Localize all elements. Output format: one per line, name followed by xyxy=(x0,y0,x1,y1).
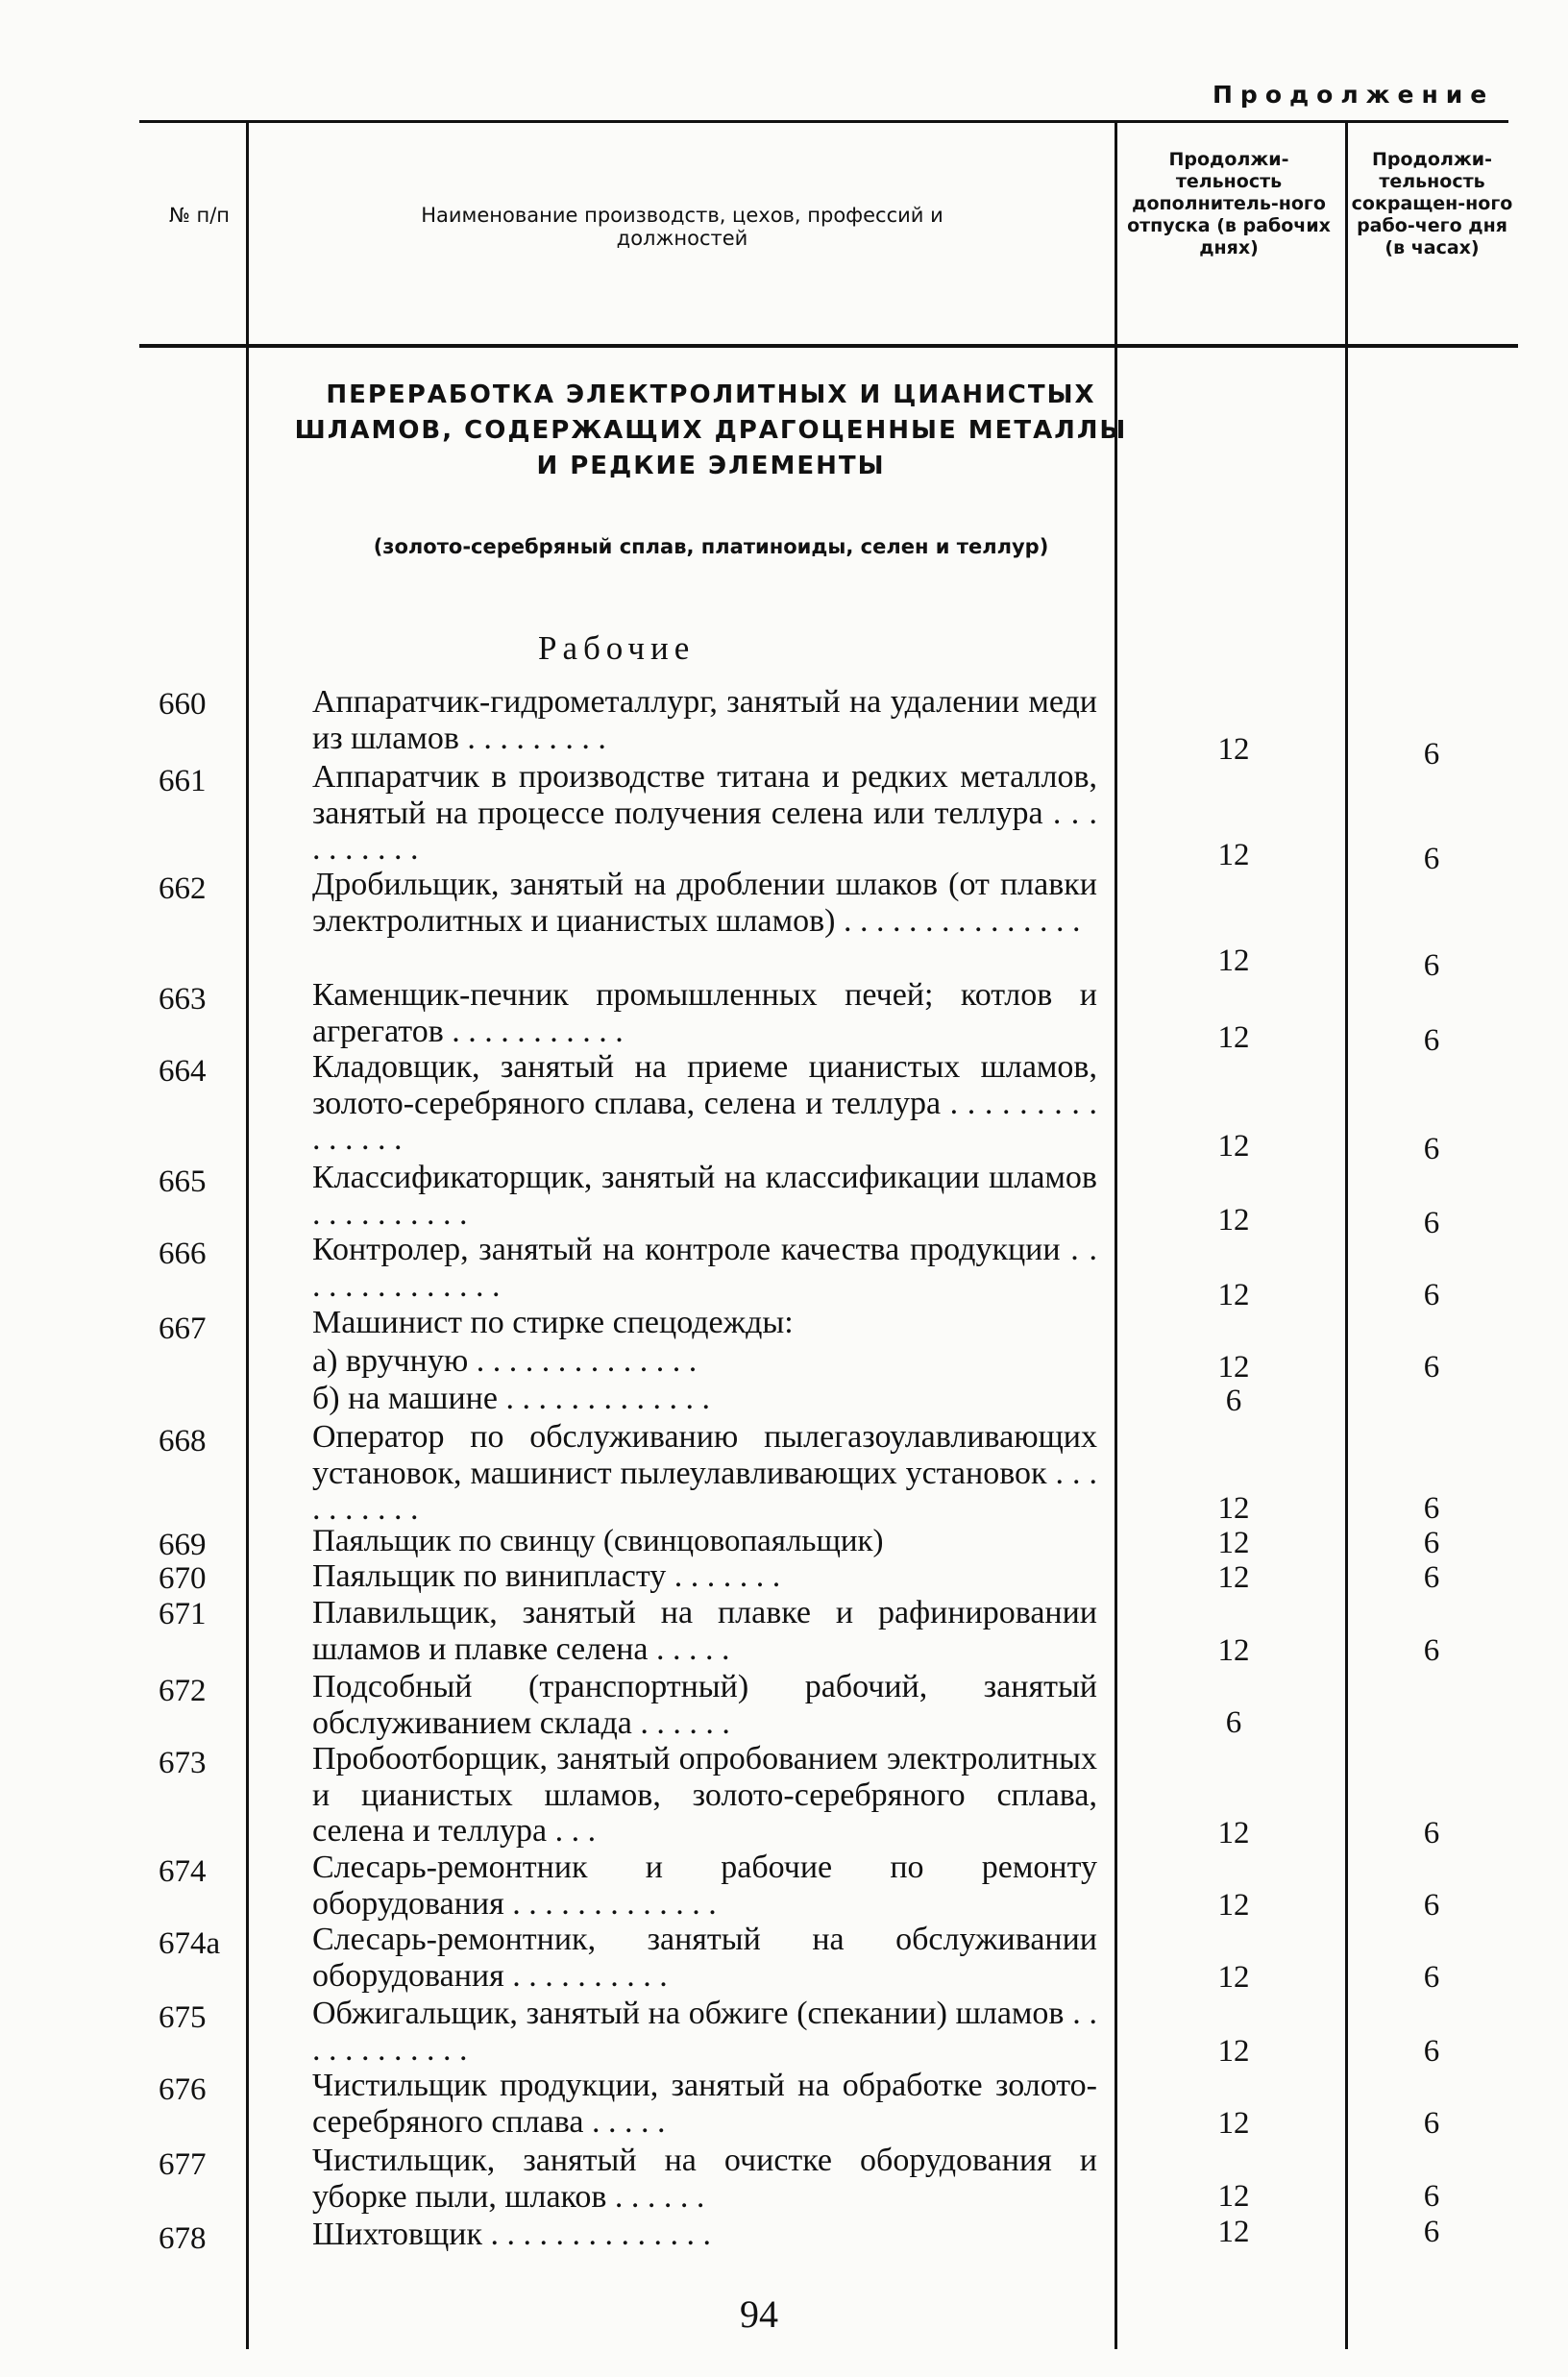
row-hours: 6 xyxy=(1423,2106,1440,2141)
row-days: 12 xyxy=(1217,2179,1250,2214)
section-subtitle: (золото-серебряный сплав, платиноиды, селен и теллур) xyxy=(373,535,1049,558)
row-num: 670 xyxy=(159,1561,207,1596)
row-num: 672 xyxy=(159,1674,207,1708)
row-hours: 6 xyxy=(1423,2179,1440,2214)
row-text: Слесарь-ремонтник и рабочие по ремонту оборудования . . . . . . . . . . . . . xyxy=(312,1850,1097,1922)
header-bottom-rule xyxy=(139,344,1518,348)
row-days: 12 xyxy=(1217,1020,1250,1055)
row-days: 12 xyxy=(1217,1491,1250,1526)
row-num: 661 xyxy=(159,764,207,798)
row-text: Плавильщик, занятый на плавке и рафинировании шламов и плавке селена . . . . . xyxy=(312,1595,1097,1667)
row-text: а) вручную . . . . . . . . . . . . . . xyxy=(312,1343,698,1379)
row-text: Машинист по стирке спецодежды: xyxy=(312,1305,794,1340)
row-text: Оператор по обслуживанию пылегазоулавливающих установок, машинист пылеулавливающих установок . . . . . . . . . . xyxy=(312,1419,1097,1528)
row-hours: 6 xyxy=(1423,842,1440,876)
row-hours: 6 xyxy=(1423,1633,1440,1668)
page-number: 94 xyxy=(740,2292,778,2336)
row-days: 6 xyxy=(1225,1384,1242,1418)
row-days: 12 xyxy=(1217,1960,1250,1995)
row-text: Кладовщик, занятый на приеме цианистых шламов, золото-серебряного сплава, селена и теллура . . . . . . . . . . . . . . . xyxy=(312,1049,1097,1158)
row-days: 12 xyxy=(1217,1526,1250,1560)
row-num: 674 xyxy=(159,1854,207,1889)
row-text: Контролер, занятый на контроле качества продукции . . . . . . . . . . . . . . xyxy=(312,1232,1097,1304)
header-col-num: № п/п xyxy=(168,204,231,227)
row-days: 12 xyxy=(1217,1888,1250,1923)
row-days: 12 xyxy=(1217,732,1250,767)
row-num: 674а xyxy=(159,1926,221,1961)
row-hours: 6 xyxy=(1423,1888,1440,1923)
row-text: Каменщик-печник промышленных печей; котлов и агрегатов . . . . . . . . . . . xyxy=(312,977,1097,1049)
row-days: 12 xyxy=(1217,1278,1250,1312)
row-text: Паяльщик по винипласту . . . . . . . xyxy=(312,1558,781,1594)
header-col-hours: Продолжи-тельность сокращен-ного рабо-чего дня (в часах) xyxy=(1351,149,1513,258)
row-text: Обжигальщик, занятый на обжиге (спекании) шламов . . . . . . . . . . . . xyxy=(312,1996,1097,2068)
row-days: 12 xyxy=(1217,2034,1250,2069)
row-hours: 6 xyxy=(1423,948,1440,983)
row-num: 669 xyxy=(159,1528,207,1562)
row-num: 678 xyxy=(159,2221,207,2256)
row-days: 12 xyxy=(1217,1633,1250,1668)
row-text: Аппаратчик в производстве титана и редких металлов, занятый на процессе получения селена или теллура . . . . . . . . . . xyxy=(312,759,1097,868)
row-days: 12 xyxy=(1217,1816,1250,1850)
row-hours: 6 xyxy=(1423,737,1440,772)
row-hours: 6 xyxy=(1423,1560,1440,1595)
row-days: 12 xyxy=(1217,2215,1250,2249)
row-num: 664 xyxy=(159,1054,207,1089)
row-hours: 6 xyxy=(1423,2215,1440,2249)
row-hours: 6 xyxy=(1423,1816,1440,1850)
row-num: 675 xyxy=(159,2000,207,2035)
row-num: 673 xyxy=(159,1746,207,1780)
row-text: Аппаратчик-гидрометаллург, занятый на удалении меди из шламов . . . . . . . . . xyxy=(312,684,1097,756)
row-hours: 6 xyxy=(1423,1132,1440,1166)
column-divider-3 xyxy=(1345,122,1348,2349)
row-days: 12 xyxy=(1217,1560,1250,1595)
section-title: ПЕРЕРАБОТКА ЭЛЕКТРОЛИТНЫХ И ЦИАНИСТЫХ ШЛАМОВ, СОДЕРЖАЩИХ ДРАГОЦЕННЫЕ МЕТАЛЛЫ И РЕДКИЕ ЭЛЕМЕНТЫ xyxy=(294,380,1128,480)
row-num: 671 xyxy=(159,1597,207,1631)
row-hours: 6 xyxy=(1423,1960,1440,1995)
row-hours: 6 xyxy=(1423,1491,1440,1526)
row-hours: 6 xyxy=(1423,1278,1440,1312)
row-num: 662 xyxy=(159,871,207,906)
row-days: 12 xyxy=(1217,943,1250,978)
row-hours: 6 xyxy=(1423,1526,1440,1560)
continuation-label: Продолжение xyxy=(1213,81,1495,109)
row-text: б) на машине . . . . . . . . . . . . . xyxy=(312,1381,710,1416)
row-text: Чистильщик продукции, занятый на обработке золото-серебряного сплава . . . . . xyxy=(312,2068,1097,2140)
table-top-rule xyxy=(139,120,1508,123)
row-num: 667 xyxy=(159,1311,207,1346)
row-text: Классификаторщик, занятый на классификации шламов . . . . . . . . . . xyxy=(312,1160,1097,1232)
row-num: 663 xyxy=(159,982,207,1017)
row-text: Паяльщик по свинцу (свинцовопаяльщик) xyxy=(312,1524,884,1558)
row-text: Слесарь-ремонтник, занятый на обслуживании оборудования . . . . . . . . . . xyxy=(312,1922,1097,1994)
row-days: 12 xyxy=(1217,1203,1250,1238)
row-text: Дробильщик, занятый на дроблении шлаков (от плавки электролитных и цианистых шламов) . . . . . . . . . . . . . . . xyxy=(312,867,1097,939)
row-num: 666 xyxy=(159,1237,207,1271)
row-num: 677 xyxy=(159,2147,207,2182)
row-num: 668 xyxy=(159,1424,207,1458)
row-hours: 6 xyxy=(1423,1206,1440,1240)
row-hours: 6 xyxy=(1423,1023,1440,1058)
row-num: 665 xyxy=(159,1164,207,1199)
row-days: 6 xyxy=(1225,1705,1242,1740)
header-col-name: Наименование производств, цехов, профессий и должностей xyxy=(421,204,943,250)
row-text: Шихтовщик . . . . . . . . . . . . . . xyxy=(312,2217,712,2252)
row-hours: 6 xyxy=(1423,2034,1440,2069)
row-text: Пробоотборщик, занятый опробованием электролитных и цианистых шламов, золото-серебряного сплава, селена и теллура . . . xyxy=(312,1741,1097,1850)
row-days: 12 xyxy=(1217,2106,1250,2141)
row-text: Подсобный (транспортный) рабочий, занятый обслуживанием склада . . . . . . xyxy=(312,1669,1097,1741)
header-col-days: Продолжи-тельность дополнитель-ного отпуска (в рабочих днях) xyxy=(1127,149,1331,258)
row-num: 676 xyxy=(159,2072,207,2107)
category-heading: Рабочие xyxy=(538,629,696,667)
row-num: 660 xyxy=(159,687,207,722)
row-text: Чистильщик, занятый на очистке оборудования и уборке пыли, шлаков . . . . . . xyxy=(312,2143,1097,2215)
row-days: 12 xyxy=(1217,838,1250,872)
row-days: 12 xyxy=(1217,1350,1250,1385)
row-days: 12 xyxy=(1217,1129,1250,1164)
row-hours: 6 xyxy=(1423,1350,1440,1385)
column-divider-1 xyxy=(246,122,249,2349)
